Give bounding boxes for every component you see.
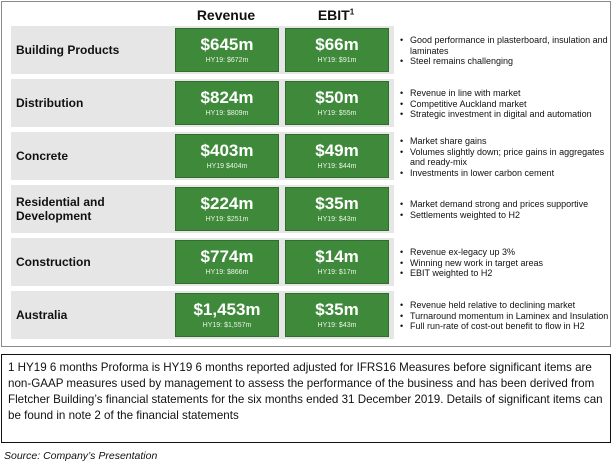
- commentary-item: • Full run-rate of cost-out benefit to flow in H2: [399, 321, 609, 332]
- segment-row: [11, 238, 607, 289]
- ebit-box: [285, 134, 389, 178]
- ebit-prior-value: HY19: $55m: [317, 110, 357, 117]
- segment-row: [11, 26, 607, 77]
- segment-name: Residential and Development: [16, 195, 105, 223]
- revenue-box: [175, 187, 279, 231]
- ebit-value: $50m: [315, 88, 359, 107]
- commentary-item: • Settlements weighted to H2: [399, 210, 609, 221]
- commentary-item: • Steel remains challenging: [399, 56, 609, 67]
- commentary-item: • Turnaround momentum in Laminex and Insulation: [399, 311, 609, 322]
- ebit-value: $49m: [315, 141, 359, 160]
- revenue-prior-value: HY19: $866m: [205, 269, 249, 276]
- segment-name: Building Products: [16, 43, 120, 57]
- footnote-marker: 1: [349, 7, 355, 17]
- commentary-item: • Revenue in line with market: [399, 88, 609, 99]
- ebit-box: [285, 240, 389, 284]
- commentary-list: [399, 35, 609, 67]
- ebit-value: $35m: [315, 194, 359, 213]
- commentary-item: • Strategic investment in digital and automation: [399, 109, 609, 120]
- segment-row: [11, 132, 607, 183]
- commentary-item: • Investments in lower carbon cement: [399, 168, 609, 179]
- commentary-item: • Winning new work in target areas: [399, 258, 609, 269]
- commentary-list: [399, 88, 609, 120]
- ebit-box: [285, 81, 389, 125]
- commentary-list: [399, 247, 609, 279]
- commentary-list: [399, 136, 609, 178]
- source-caption: Source: Company’s Presentation: [4, 450, 158, 462]
- commentary-item: • Good performance in plasterboard, insulation and laminates: [399, 35, 609, 56]
- commentary-item: • Market demand strong and prices supportive: [399, 199, 609, 210]
- commentary-item: • Volumes slightly down; price gains in aggregates and ready-mix: [399, 147, 609, 168]
- ebit-prior-value: HY19: $91m: [317, 57, 357, 64]
- revenue-value: $403m: [200, 141, 254, 160]
- revenue-prior-value: HY19: $809m: [205, 110, 249, 117]
- ebit-column-header: EBIT$^1$: [317, 7, 355, 23]
- footnote-text: 1 HY19 6 months Proforma is HY19 6 months reported adjusted for IFRS16 Measures before significant items are non-GAAP measures used by management to assess the performance of the business and has been derived from Fletcher Building’s financial statements for the six months ended 31 December 2019. Details of significant items can be found in note 2 of the financial statements: [8, 361, 603, 422]
- ebit-box: [285, 187, 389, 231]
- revenue-box: [175, 134, 279, 178]
- commentary-item: • Market share gains: [399, 136, 609, 147]
- revenue-prior-value: HY19: $251m: [205, 216, 249, 223]
- segment-row: [11, 79, 607, 130]
- revenue-value: $1,453m: [193, 300, 261, 319]
- ebit-prior-value: HY19: $44m: [317, 163, 357, 170]
- revenue-box: [175, 81, 279, 125]
- commentary-item: • Competitive Auckland market: [399, 99, 609, 110]
- segment-name: Concrete: [16, 149, 69, 163]
- revenue-value: $774m: [200, 247, 254, 266]
- revenue-value: $224m: [200, 194, 254, 213]
- revenue-box: [175, 293, 279, 337]
- revenue-prior-value: HY19: $1,557m: [202, 322, 252, 329]
- ebit-box: [285, 293, 389, 337]
- revenue-box: [175, 240, 279, 284]
- segment-name: Distribution: [16, 96, 84, 110]
- ebit-prior-value: HY19: $17m: [317, 269, 357, 276]
- revenue-prior-value: HY19: $672m: [205, 57, 249, 64]
- segment-name: Australia: [16, 308, 68, 322]
- footnote-box: [1, 354, 611, 443]
- revenue-value: $824m: [200, 88, 254, 107]
- ebit-value: $35m: [315, 300, 359, 319]
- commentary-item: • EBIT weighted to H2: [399, 268, 609, 279]
- commentary-list: [399, 199, 609, 220]
- revenue-prior-value: HY19 $404m: [206, 163, 248, 170]
- ebit-value: $66m: [315, 35, 359, 54]
- ebit-value: $14m: [315, 247, 359, 266]
- commentary-item: • Revenue held relative to declining market: [399, 300, 609, 311]
- segment-name: Construction: [16, 255, 91, 269]
- revenue-box: [175, 28, 279, 72]
- ebit-prior-value: HY19: $43m: [317, 216, 357, 223]
- ebit-prior-value: HY19: $43m: [317, 322, 357, 329]
- revenue-column-header: Revenue: [196, 7, 256, 23]
- revenue-value: $645m: [200, 35, 254, 54]
- segment-row: [11, 185, 607, 236]
- commentary-list: [399, 300, 609, 332]
- commentary-item: • Revenue ex-legacy up 3%: [399, 247, 609, 258]
- segment-results-slide: [1, 1, 611, 347]
- segment-row: [11, 291, 607, 342]
- ebit-box: [285, 28, 389, 72]
